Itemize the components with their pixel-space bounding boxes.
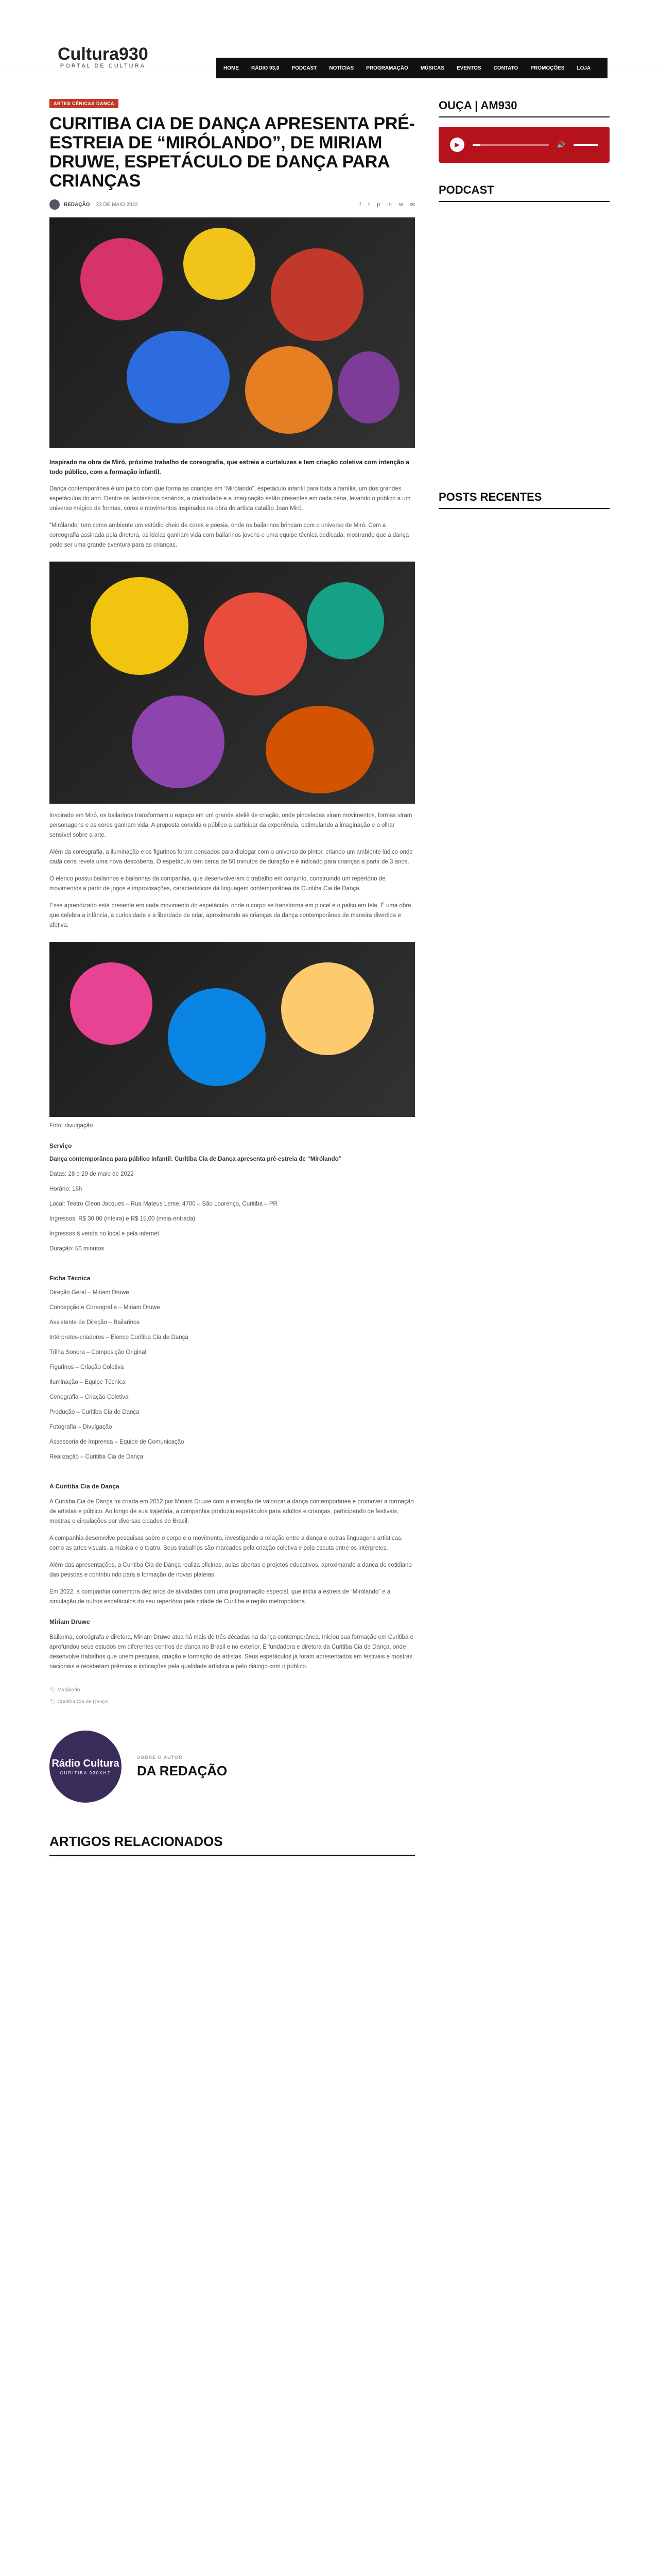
service-line: Datas: 28 e 29 de maio de 2022 xyxy=(49,1171,134,1177)
site-header xyxy=(0,0,659,72)
article xyxy=(49,99,415,1856)
recent-widget-title: POSTS RECENTES xyxy=(439,490,610,509)
service-line: Duração: 50 minutos xyxy=(49,1246,105,1252)
related-title: ARTIGOS RELACIONADOS xyxy=(49,1834,415,1856)
paragraph: Inspirado em Miró, os bailarinos transformam o espaço em um grande ateliê de criação, onde pinceladas viram movimentos, formas viram personagens e as cores ganham vida. A proposta convida o público a participar da experiência, estimulando a imaginação e o olhar sensível sobre a arte. xyxy=(49,812,412,838)
play-icon[interactable]: ▶ xyxy=(450,138,464,152)
article-image xyxy=(49,562,415,804)
credit-line: Assistente de Direção – Bailarinos xyxy=(49,1319,140,1326)
paragraph: Em 2022, a companhia comemora dez anos de atividades com uma programação especial, que inclui a estreia de “Mirólando” e a circulação de outros espetáculos do seu repertório pela cidade de Curitiba e região metropolitana. xyxy=(49,1589,391,1605)
main-nav xyxy=(216,58,608,78)
credit-line: Trilha Sonora – Composição Original xyxy=(49,1349,147,1355)
nav-musicas[interactable]: MÚSICAS xyxy=(420,65,444,71)
credit-line: Fotografia – Divulgação xyxy=(49,1424,112,1430)
paragraph: Bailarina, coreógrafa e diretora, Miriam Druwe atua há mais de três décadas na dança contemporânea. Iniciou sua formação em Curitiba e aprofundou seus estudos em diferentes centros de dança no Brasil e no exterior. É fundadora e diretora da Curitiba Cia de Dança, onde desenvolve trabalhos que unem pesquisa, criação e formação de artistas. Seus espetáculos já foram apresentados em festivais e mostras nacionais e receberam prêmios e indicações pela qualidade artística e pelo diálogo com o público. xyxy=(49,1634,413,1670)
post-date: 23 DE MAIO 2022 xyxy=(96,201,138,208)
nav-programacao[interactable]: PROGRAMAÇÃO xyxy=(366,65,408,71)
radio-widget-title: OUÇA | AM930 xyxy=(439,99,610,117)
email-icon[interactable]: ✉ xyxy=(410,201,415,208)
service-title: Serviço xyxy=(49,1142,72,1149)
nav-home[interactable]: HOME xyxy=(223,65,239,71)
nav-promocoes[interactable]: PROMOÇÕES xyxy=(530,65,565,71)
author-box-name[interactable]: DA REDAÇÃO xyxy=(137,1762,228,1778)
article-image xyxy=(49,942,415,1117)
credits-title: Ficha Técnica xyxy=(49,1275,91,1282)
whatsapp-icon[interactable]: w xyxy=(398,201,403,208)
credit-line: Concepção e Coreografia – Miriam Druwe xyxy=(49,1304,160,1311)
credit-line: Cenografia – Criação Coletiva xyxy=(49,1394,129,1400)
volume-icon[interactable]: 🔊 xyxy=(557,141,565,148)
tag-label: Curitiba Cia de Dança xyxy=(57,1699,108,1705)
tag-icon: 🏷 xyxy=(49,1687,58,1693)
paragraph: Além das apresentações, a Curitiba Cia de Dança realiza oficinas, aulas abertas e projetos educativos, aproximando a dança do cotidiano das pessoas e contribuindo para a formação de novas plateias. xyxy=(49,1562,412,1578)
service-line: Horário: 16h xyxy=(49,1186,82,1192)
category-badge[interactable]: ARTES CÊNICAS DANÇA xyxy=(49,99,118,108)
tag-icon: 🏷 xyxy=(49,1699,58,1705)
service-line: Ingressos: R$ 30,00 (inteira) e R$ 15,00 (meia-entrada) xyxy=(49,1216,196,1222)
twitter-icon[interactable]: t xyxy=(368,201,370,208)
credit-line: Figurinos – Criação Coletiva xyxy=(49,1364,124,1370)
nav-contato[interactable]: CONTATO xyxy=(493,65,518,71)
credit-line: Assessoria de Imprensa – Equipe de Comunicação xyxy=(49,1439,184,1445)
nav-radio[interactable]: RÁDIO 93,0 xyxy=(251,65,280,71)
author-box-label: SOBRE O AUTOR xyxy=(137,1754,183,1760)
pinterest-icon[interactable]: p xyxy=(377,201,380,208)
paragraph: Esse aprendizado está presente em cada movimento do espetáculo, onde o corpo se transforma em pincel e o palco em tela. É uma obra que celebra a infância, a curiosidade e a liberdade de criar, aproximando as crianças da dança contemporânea de maneira divertida e afetiva. xyxy=(49,903,411,928)
nav-podcast[interactable]: PODCAST xyxy=(291,65,317,71)
audio-player xyxy=(439,127,610,163)
author-box xyxy=(49,1731,415,1803)
player-progress[interactable] xyxy=(473,144,549,146)
sidebar xyxy=(439,99,610,509)
logo-name: Cultura930 xyxy=(58,44,148,64)
author-logo-main: Rádio Cultura xyxy=(51,1758,119,1769)
photo-caption: Foto: divulgação xyxy=(49,1123,93,1129)
author-logo xyxy=(49,1731,122,1803)
post-title: CURITIBA CIA DE DANÇA APRESENTA PRÉ-ESTREIA DE “MIRÓLANDO”, DE MIRIAM DRUWE, ESPETÁCULO DE DANÇA PARA CRIANÇAS xyxy=(49,114,415,191)
nav-eventos[interactable]: EVENTOS xyxy=(456,65,481,71)
progress-fill xyxy=(473,144,480,146)
service-line: Ingressos à venda no local e pela internet xyxy=(49,1231,159,1237)
facebook-icon[interactable]: f xyxy=(359,201,361,208)
paragraph: “Mirólando” tem como ambiente um estúdio cheio de cores e poesia, onde os bailarinos brincam com o universo de Miró. Com a coreografia assinada pela diretora, as ideias ganham vida com bailarinos jovens e uma equipe técnica dedicada, mostrando que a dança pode ser uma grande aventura para as crianças. xyxy=(49,522,409,548)
about-title: A Curitiba Cia de Dança xyxy=(49,1483,119,1490)
post-author[interactable]: REDAÇÃO xyxy=(64,201,90,208)
volume-slider[interactable] xyxy=(574,144,598,146)
author-avatar xyxy=(49,199,60,210)
bio-title: Miriam Druwe xyxy=(49,1618,90,1625)
nav-loja[interactable]: LOJA xyxy=(577,65,591,71)
paragraph: O elenco possui bailarinos e bailarinas da companhia, que desenvolveram o trabalho em conjunto, construindo um repertório de movimentos a partir de jogos e improvisações, característicos da linguagem contemporânea da Curitiba Cia de Dança. xyxy=(49,876,386,892)
tag-link[interactable] xyxy=(49,1687,415,1693)
credit-line: Intérpretes-criadores – Elenco Curitiba Cia de Dança xyxy=(49,1334,188,1341)
nav-noticias[interactable]: NOTÍCIAS xyxy=(329,65,354,71)
share-icons xyxy=(359,201,415,208)
service-line: Dança contemporânea para público infantil: Curitiba Cia de Dança apresenta pré-estreia de “Mirólando” xyxy=(49,1156,342,1162)
service-line: Local: Teatro Cleon Jacques – Rua Mateus Leme, 4700 – São Lourenço, Curitiba – PR xyxy=(49,1201,278,1207)
tag-label: Mirólando xyxy=(57,1687,80,1693)
logo-tagline: PORTAL DE CULTURA xyxy=(60,63,146,69)
paragraph: A companhia desenvolve pesquisas sobre o corpo e o movimento, investigando a relação entre a dança e outras linguagens artísticas, como as artes visuais, a música e o teatro. Seus trabalhos são marcados pela criação coletiva e pela escuta entre os intérpretes. xyxy=(49,1535,403,1551)
credit-line: Iluminação – Equipe Técnica xyxy=(49,1379,126,1385)
linkedin-icon[interactable]: in xyxy=(387,201,392,208)
author-logo-sub: CURITIBA 930KHZ xyxy=(60,1771,111,1775)
podcast-widget-title: PODCAST xyxy=(439,183,610,202)
paragraph: Dança contemporânea é um palco com que forma as crianças em “Mirólando”, espetáculo infantil para toda a família, um dos grandes espetáculos do ano. Dentre os fantásticos cenários, a criatividade e a imaginação estão presentes em cada cena, levando o público a um universo mágico de formas, cores e movimentos inspirados na obra do artista catalão Joan Miró. xyxy=(49,486,411,512)
featured-image xyxy=(49,217,415,448)
tag-link[interactable] xyxy=(49,1699,415,1705)
post-meta xyxy=(49,199,415,210)
credit-line: Realização – Curitiba Cia de Dança xyxy=(49,1454,144,1460)
site-logo[interactable] xyxy=(58,45,148,69)
credit-line: Produção – Curitiba Cia de Dança xyxy=(49,1409,140,1415)
paragraph: A Curitiba Cia de Dança foi criada em 2012 por Miriam Druwe com a intenção de valorizar a dança contemporânea e promover a formação de artistas e público. Ao longo de sua trajetória, a companhia produziu espetáculos para adultos e crianças, participando de festivais, mostras e circulações por diversas cidades do Brasil. xyxy=(49,1499,414,1524)
post-tags xyxy=(49,1687,415,1705)
credit-line: Direção Geral – Miriam Druwe xyxy=(49,1290,129,1296)
post-lead: Inspirado na obra de Miró, próximo trabalho de coreografia, que estreia a curtaluzes e tem criação coletiva com intenção a todo público, com a formação infantil. xyxy=(49,459,409,476)
paragraph: Além da coreografia, a iluminação e os figurinos foram pensados para dialogar com o universo do pintor, criando um ambiente lúdico onde cada cena revela uma nova descoberta. O espetáculo tem cerca de 50 minutos de duração e é indicado para crianças a partir de 3 anos. xyxy=(49,849,413,865)
